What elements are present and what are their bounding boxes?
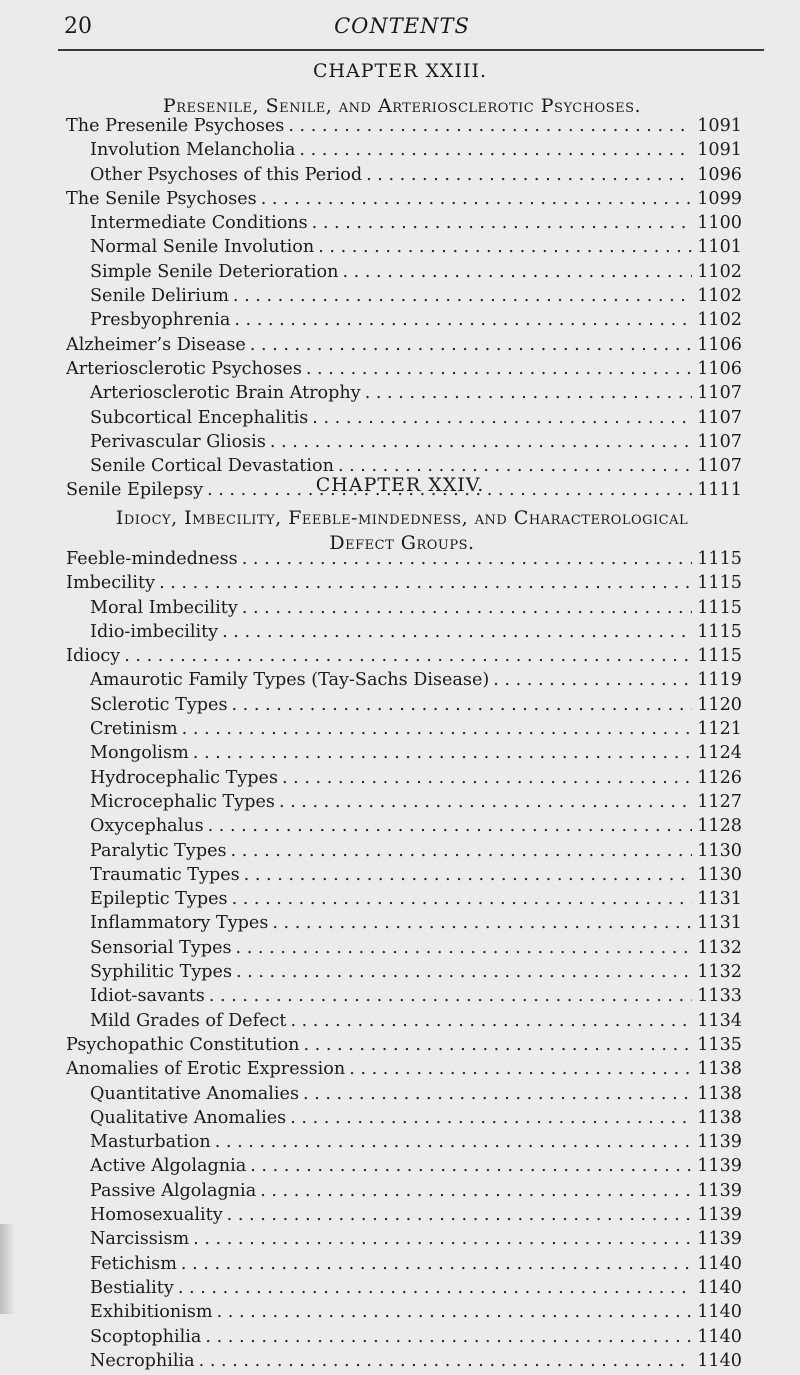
toc-entry-page: 1127 (697, 791, 742, 812)
toc-entry-label: Arteriosclerotic Psychoses (66, 358, 302, 379)
toc-entry-label: Traumatic Types (90, 864, 240, 885)
toc-entry-label: Normal Senile Involution (90, 237, 315, 258)
dot-leader (218, 622, 692, 642)
dot-leader (362, 165, 692, 185)
page-header (64, 14, 740, 40)
toc-entry (66, 408, 742, 432)
toc-entry-page: 1140 (697, 1326, 742, 1347)
toc-entry (66, 768, 742, 792)
toc-entry-page: 1130 (697, 840, 742, 861)
toc-entry-label: Fetichism (90, 1253, 177, 1274)
page-edge-shadow (0, 1224, 14, 1314)
dot-leader (238, 598, 692, 618)
toc-entry-page: 1115 (697, 549, 742, 569)
dot-leader (238, 549, 692, 569)
toc-entry-label: Feeble-mindedness (66, 549, 238, 569)
toc-entry (66, 116, 742, 140)
toc-entry-page: 1107 (697, 431, 742, 452)
toc-entry (66, 1302, 742, 1326)
chapter-title: CHAPTER XXIII. (312, 60, 488, 82)
toc-entry-label: Homosexuality (90, 1205, 223, 1226)
toc-entry (66, 1351, 742, 1375)
toc-entry-page: 1139 (697, 1205, 742, 1226)
toc-entry-page: 1107 (697, 383, 742, 404)
toc-entry-label: Oxycephalus (90, 816, 204, 837)
toc-entry (66, 938, 742, 962)
dot-leader (223, 1205, 692, 1225)
toc-entry (66, 1035, 742, 1059)
dot-leader (489, 670, 692, 690)
toc-entry-page: 1139 (697, 1156, 742, 1177)
toc-entry-page: 1130 (697, 864, 742, 885)
dot-leader (268, 913, 692, 933)
toc-entry-label: Alzheimer’s Disease (66, 334, 246, 355)
toc-entry (66, 213, 742, 237)
toc-entry-page: 1115 (697, 597, 742, 618)
toc-entry (66, 1181, 742, 1205)
toc-entry (66, 816, 742, 840)
toc-entry (66, 719, 742, 743)
dot-leader (227, 841, 692, 861)
toc-entry-page: 1106 (697, 358, 742, 379)
toc-entry-label: Quantitative Anomalies (90, 1083, 299, 1104)
toc-entry (66, 913, 742, 937)
dot-leader (232, 938, 692, 958)
dot-leader (227, 695, 692, 715)
dot-leader (189, 743, 692, 763)
dot-leader (177, 1254, 692, 1274)
toc-entry-page: 1111 (697, 480, 742, 501)
toc-entry-label: Moral Imbecility (90, 597, 238, 618)
toc-entry-page: 1102 (697, 261, 742, 282)
toc-entry-label: Bestiality (90, 1277, 174, 1298)
toc-entry-label: Microcephalic Types (90, 791, 275, 812)
toc-entry-page: 1140 (697, 1302, 742, 1323)
toc-entry (66, 573, 742, 597)
toc-list (66, 116, 742, 505)
toc-entry-label: Qualitative Anomalies (90, 1107, 287, 1128)
toc-entry (66, 432, 742, 456)
toc-entry (66, 1011, 742, 1035)
dot-leader (308, 408, 692, 428)
toc-entry-label: Mild Grades of Defect (90, 1010, 287, 1031)
toc-entry-page: 1102 (697, 310, 742, 331)
toc-entry-label: Subcortical Encephalitis (90, 407, 309, 428)
toc-entry (66, 792, 742, 816)
dot-leader (205, 986, 692, 1006)
toc-entry-label: Senile Cortical Devastation (90, 456, 334, 477)
toc-entry-label: Syphilitic Types (90, 962, 232, 983)
toc-entry (66, 1254, 742, 1278)
dot-leader (275, 792, 692, 812)
dot-leader (284, 116, 692, 136)
toc-entry (66, 335, 742, 359)
toc-entry (66, 1156, 742, 1180)
toc-entry-page: 1135 (697, 1034, 742, 1055)
toc-entry-label: Necrophilia (90, 1350, 195, 1371)
running-title: CONTENTS (334, 14, 470, 38)
toc-entry-page: 1107 (697, 456, 742, 477)
dot-leader (204, 816, 692, 836)
toc-entry-page: 1139 (697, 1132, 742, 1153)
toc-entry (66, 622, 742, 646)
dot-leader (230, 310, 692, 330)
dot-leader (286, 1108, 692, 1128)
dot-leader (308, 213, 692, 233)
toc-entry-page: 1119 (697, 670, 742, 691)
toc-entry-page: 1099 (697, 188, 742, 209)
dot-leader (246, 335, 692, 355)
toc-entry-label: Simple Senile Deterioration (90, 261, 339, 282)
toc-entry-label: Involution Melancholia (90, 140, 296, 161)
toc-entry-label: Other Psychoses of this Period (90, 164, 363, 185)
dot-leader (228, 889, 692, 909)
toc-entry-page: 1133 (697, 986, 742, 1007)
dot-leader (278, 768, 692, 788)
dot-leader (120, 646, 692, 666)
toc-entry-page: 1101 (697, 237, 742, 258)
toc-entry (66, 237, 742, 261)
toc-entry-label: Presbyophrenia (90, 310, 231, 331)
dot-leader (257, 189, 692, 209)
toc-entry-label: The Senile Psychoses (66, 188, 257, 209)
toc-entry-label: Sensorial Types (90, 937, 232, 958)
toc-entry (66, 865, 742, 889)
toc-entry (66, 1205, 742, 1229)
toc-entry-page: 1091 (697, 140, 742, 161)
toc-entry-page: 1120 (697, 694, 742, 715)
toc-entry-page: 1121 (697, 719, 742, 740)
chapter-subtitle-line: Defect Groups. (329, 532, 475, 554)
toc-entry (66, 1229, 742, 1253)
toc-entry-page: 1100 (697, 213, 742, 234)
dot-leader (232, 962, 692, 982)
dot-leader (155, 573, 692, 593)
toc-entry-label: Amaurotic Family Types (Tay-Sachs Disease) (90, 670, 490, 691)
toc-entry (66, 986, 742, 1010)
dot-leader (229, 286, 692, 306)
dot-leader (189, 1229, 692, 1249)
toc-entry-label: Psychopathic Constitution (66, 1034, 300, 1055)
toc-entry-label: Narcissism (90, 1229, 190, 1250)
toc-entry-page: 1139 (697, 1229, 742, 1250)
toc-entry-page: 1096 (697, 164, 742, 185)
toc-entry (66, 359, 742, 383)
dot-leader (240, 865, 692, 885)
toc-entry (66, 646, 742, 670)
toc-entry (66, 1108, 742, 1132)
toc-entry-label: Senile Epilepsy (66, 480, 204, 501)
toc-entry-label: Senile Delirium (90, 286, 229, 307)
toc-entry-label: Scoptophilia (90, 1326, 202, 1347)
toc-entry (66, 140, 742, 164)
toc-entry-page: 1106 (697, 334, 742, 355)
toc-entry-label: Cretinism (90, 719, 178, 740)
toc-entry (66, 1084, 742, 1108)
toc-list (66, 549, 742, 1375)
toc-entry-page: 1102 (697, 286, 742, 307)
chapter-title: CHAPTER XXIV. (315, 474, 485, 496)
toc-entry-label: Sclerotic Types (90, 694, 228, 715)
toc-entry-page: 1140 (697, 1350, 742, 1371)
toc-entry-page: 1131 (697, 889, 742, 910)
header-rule (58, 49, 764, 51)
toc-entry-label: Imbecility (66, 573, 156, 594)
dot-leader (299, 1035, 692, 1055)
toc-entry-label: Mongolism (90, 743, 189, 764)
dot-leader (302, 359, 692, 379)
toc-entry-label: Active Algolagnia (90, 1156, 247, 1177)
toc-entry (66, 841, 742, 865)
toc-entry-label: Paralytic Types (90, 840, 227, 861)
toc-entry (66, 1059, 742, 1083)
toc-entry (66, 383, 742, 407)
chapter-subtitle-line: Presenile, Senile, and Arteriosclerotic Psychoses. (162, 95, 642, 117)
toc-entry-page: 1115 (697, 573, 742, 594)
toc-entry-label: Idiot-savants (90, 986, 205, 1007)
toc-entry-page: 1115 (697, 621, 742, 642)
toc-entry-page: 1138 (697, 1059, 742, 1080)
toc-entry-label: Exhibitionism (90, 1302, 213, 1323)
toc-entry (66, 962, 742, 986)
dot-leader (211, 1132, 692, 1152)
toc-entry-label: The Presenile Psychoses (66, 116, 285, 136)
toc-entry-label: Epileptic Types (90, 889, 228, 910)
dot-leader (201, 1327, 692, 1347)
toc-entry-page: 1139 (697, 1180, 742, 1201)
dot-leader (256, 1181, 692, 1201)
toc-entry (66, 743, 742, 767)
dot-leader (246, 1156, 692, 1176)
toc-entry-label: Intermediate Conditions (90, 213, 308, 234)
toc-entry-label: Idiocy (66, 646, 121, 667)
toc-entry-page: 1132 (697, 962, 742, 983)
dot-leader (286, 1011, 692, 1031)
toc-entry-label: Hydrocephalic Types (90, 767, 278, 788)
toc-entry (66, 670, 742, 694)
toc-entry-page: 1091 (697, 116, 742, 136)
toc-entry (66, 1278, 742, 1302)
toc-entry-page: 1140 (697, 1277, 742, 1298)
toc-entry (66, 286, 742, 310)
toc-entry-label: Inflammatory Types (90, 913, 269, 934)
toc-entry-page: 1126 (697, 767, 742, 788)
toc-entry (66, 262, 742, 286)
toc-entry-page: 1107 (697, 407, 742, 428)
dot-leader (266, 432, 692, 452)
toc-entry-label: Idio-imbecility (90, 621, 219, 642)
toc-entry (66, 549, 742, 573)
toc-entry-page: 1132 (697, 937, 742, 958)
dot-leader (295, 140, 692, 160)
toc-entry-page: 1128 (697, 816, 742, 837)
toc-entry-label: Perivascular Gliosis (90, 431, 266, 452)
toc-entry (66, 695, 742, 719)
dot-leader (178, 719, 692, 739)
toc-entry-page: 1134 (697, 1010, 742, 1031)
toc-entry (66, 189, 742, 213)
dot-leader (299, 1084, 692, 1104)
toc-entry-page: 1138 (697, 1083, 742, 1104)
dot-leader (174, 1278, 692, 1298)
toc-entry (66, 889, 742, 913)
dot-leader (195, 1351, 692, 1371)
toc-entry-page: 1124 (697, 743, 742, 764)
toc-entry-page: 1138 (697, 1107, 742, 1128)
toc-entry-label: Masturbation (90, 1132, 211, 1153)
toc-entry-label: Anomalies of Erotic Expression (66, 1059, 346, 1080)
toc-entry (66, 1132, 742, 1156)
dot-leader (338, 262, 692, 282)
toc-entry (66, 598, 742, 622)
dot-leader (314, 237, 692, 257)
chapter-subtitle-line: Idiocy, Imbecility, Feeble-mindedness, and Characterological (115, 507, 689, 529)
toc-entry (66, 165, 742, 189)
toc-entry-label: Arteriosclerotic Brain Atrophy (90, 383, 361, 404)
toc-entry-page: 1140 (697, 1253, 742, 1274)
toc-entry (66, 310, 742, 334)
toc-entry-page: 1131 (697, 913, 742, 934)
toc-entry-label: Passive Algolagnia (90, 1180, 257, 1201)
dot-leader (361, 383, 692, 403)
page-number: 20 (64, 14, 92, 39)
toc-entry (66, 1327, 742, 1351)
dot-leader (213, 1302, 692, 1322)
toc-entry-page: 1115 (697, 646, 742, 667)
dot-leader (345, 1059, 692, 1079)
